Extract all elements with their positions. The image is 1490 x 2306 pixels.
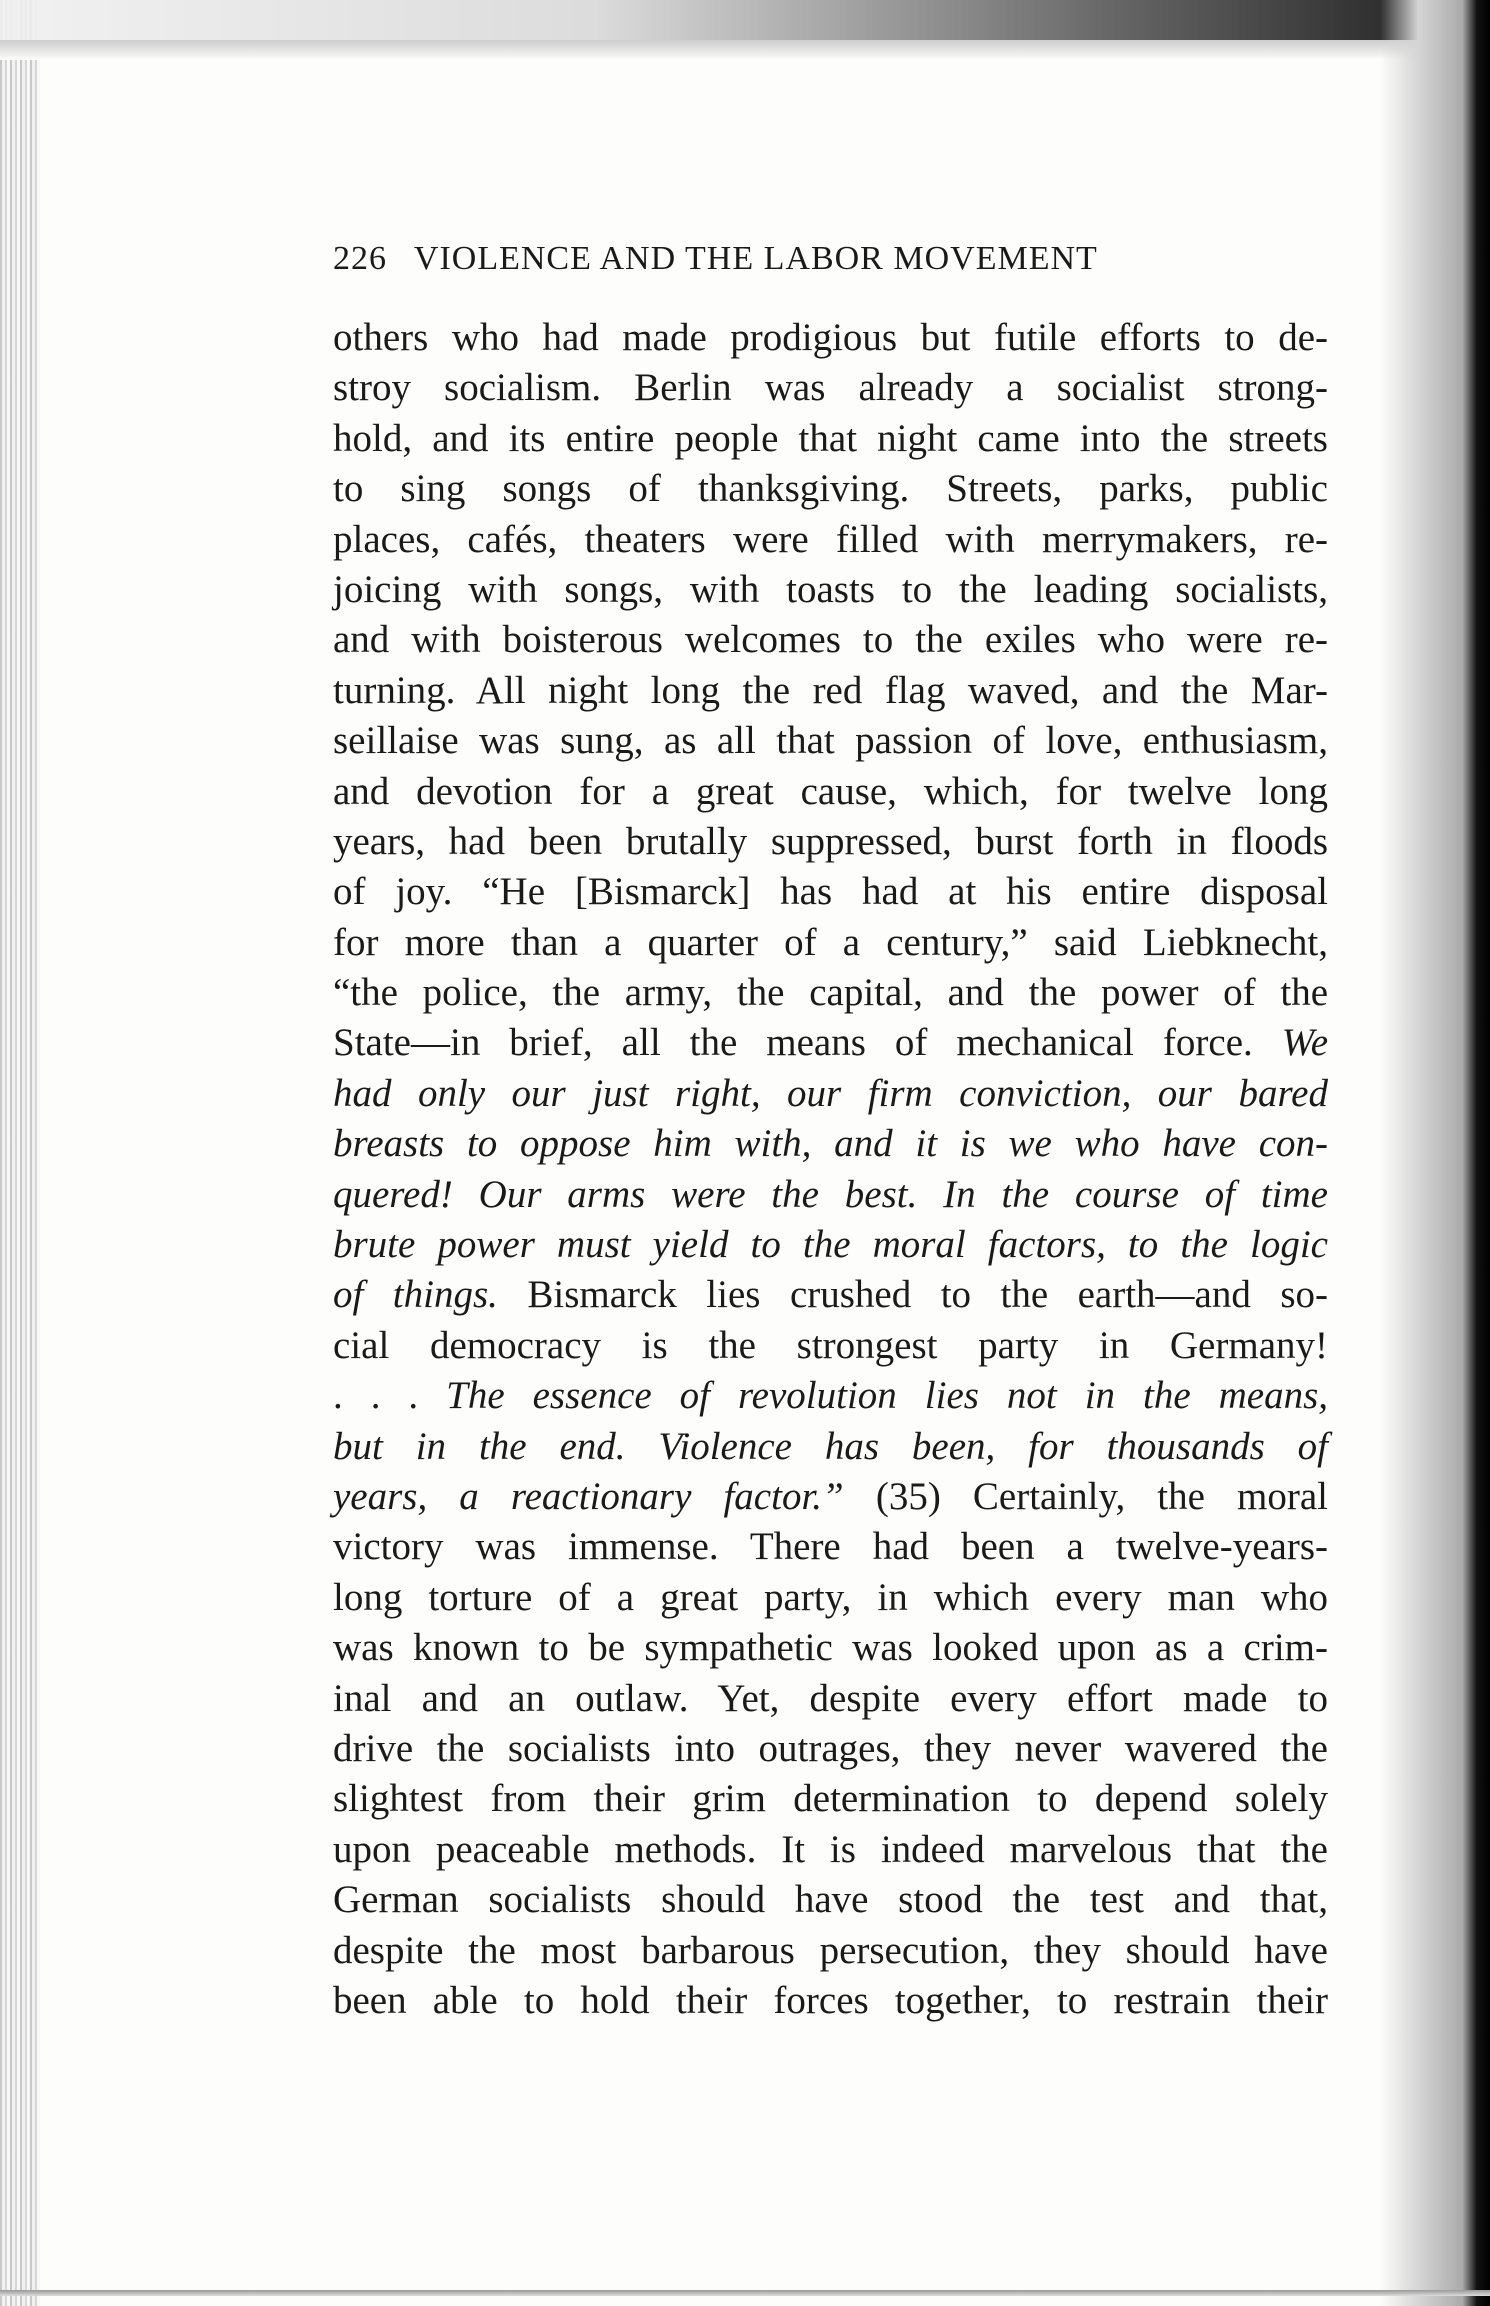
text-line (333, 716, 1328, 766)
text-line (333, 414, 1328, 464)
text-segment: State—in brief, all the means of mechanical force. (333, 1021, 1282, 1065)
text-line (333, 1522, 1328, 1572)
body-text (333, 313, 1328, 2026)
italic-quote-segment: had only our just right, our firm conviction, our bared (333, 1071, 1328, 1115)
text-line (333, 1976, 1328, 2026)
text-line (333, 313, 1328, 363)
text-line (333, 1573, 1328, 1623)
text-line (333, 1321, 1328, 1371)
text-line (333, 464, 1328, 514)
text-segment: years, had been brutally suppressed, burst forth in floods (333, 819, 1328, 863)
text-segment: inal and an outlaw. Yet, despite every effort made to (333, 1676, 1328, 1720)
italic-quote-segment: We (1281, 1021, 1328, 1065)
italic-quote-segment: breasts to oppose him with, and it is we who have con- (333, 1122, 1328, 1166)
text-segment: despite the most barbarous persecution, they should have (333, 1928, 1328, 1972)
text-segment: others who had made prodigious but futile efforts to de- (333, 316, 1328, 359)
scan-right-edge (1380, 0, 1490, 2306)
text-segment: was known to be sympathetic was looked upon as a crim- (333, 1626, 1328, 1670)
running-title: VIOLENCE AND THE LABOR MOVEMENT (413, 240, 1098, 277)
text-line (333, 565, 1328, 615)
text-segment: stroy socialism. Berlin was already a socialist strong- (333, 366, 1328, 410)
text-segment: . . . (333, 1374, 447, 1418)
text-line (333, 867, 1328, 917)
text-line (333, 1270, 1328, 1320)
text-segment: (35) Certainly, the moral (843, 1474, 1328, 1518)
text-line (333, 918, 1328, 968)
text-line (333, 1674, 1328, 1724)
text-segment: turning. All night long the red flag waved, and the Mar- (333, 668, 1328, 712)
text-segment: German socialists should have stood the test and that, (333, 1878, 1328, 1922)
text-line (333, 515, 1328, 565)
italic-quote-segment: but in the end. Violence has been, for thousands of (333, 1424, 1328, 1468)
text-segment: been able to hold their forces together, to restrain their (333, 1978, 1328, 2022)
text-line (333, 968, 1328, 1018)
text-line (333, 1623, 1328, 1673)
text-segment: seillaise was sung, as all that passion of love, enthusiasm, (333, 719, 1328, 763)
text-segment: and devotion for a great cause, which, for twelve long (333, 769, 1328, 813)
running-header (333, 240, 1098, 278)
italic-quote-segment: years, a reactionary factor.” (333, 1474, 844, 1518)
text-segment: places, cafés, theaters were filled with merrymakers, re- (333, 517, 1328, 561)
italic-quote-segment: The essence of revolution lies not in the means, (446, 1374, 1328, 1418)
text-segment: for more than a quarter of a century,” said Liebknecht, (333, 920, 1328, 964)
scan-top-edge (0, 0, 1490, 40)
text-segment: to sing songs of thanksgiving. Streets, parks, public (333, 467, 1328, 511)
text-line (333, 1926, 1328, 1976)
italic-quote-segment: of things. (333, 1273, 498, 1317)
text-line (333, 817, 1328, 867)
text-segment: long torture of a great party, in which every man who (333, 1575, 1328, 1619)
text-segment: cial democracy is the strongest party in Germany! (333, 1323, 1328, 1367)
text-line (333, 1422, 1328, 1472)
text-line (333, 615, 1328, 665)
text-line (333, 1069, 1328, 1119)
text-line (333, 1371, 1328, 1421)
text-line (333, 767, 1328, 817)
text-line (333, 1825, 1328, 1875)
text-segment: Bismarck lies crushed to the earth—and so- (497, 1273, 1328, 1317)
text-line (333, 363, 1328, 413)
text-line (333, 1472, 1328, 1522)
text-segment: “the police, the army, the capital, and the power of the (333, 971, 1328, 1015)
text-line (333, 1724, 1328, 1774)
text-segment: slightest from their grim determination to depend solely (333, 1777, 1328, 1821)
text-segment: upon peaceable methods. It is indeed marvelous that the (333, 1827, 1328, 1871)
binding-gutter-shadow (0, 0, 40, 2306)
text-line (333, 666, 1328, 716)
italic-quote-segment: quered! Our arms were the best. In the course of time (333, 1172, 1328, 1216)
text-segment: of joy. “He [Bismarck] has had at his entire disposal (333, 870, 1328, 914)
text-line (333, 1018, 1328, 1068)
text-segment: hold, and its entire people that night came into the streets (333, 416, 1328, 460)
page-number: 226 (333, 240, 387, 277)
text-segment: victory was immense. There had been a twelve-years- (333, 1525, 1328, 1569)
text-segment: and with boisterous welcomes to the exiles who were re- (333, 618, 1328, 662)
text-segment: drive the socialists into outrages, they never wavered the (333, 1726, 1328, 1770)
scan-bottom-edge (0, 2290, 1490, 2296)
scan-top-fade (0, 40, 1490, 60)
text-line (333, 1170, 1328, 1220)
text-line (333, 1119, 1328, 1169)
text-line (333, 1875, 1328, 1925)
text-segment: joicing with songs, with toasts to the leading socialists, (333, 567, 1328, 611)
text-line (333, 1220, 1328, 1270)
italic-quote-segment: brute power must yield to the moral factors, to the logic (333, 1223, 1328, 1267)
text-line (333, 1774, 1328, 1824)
